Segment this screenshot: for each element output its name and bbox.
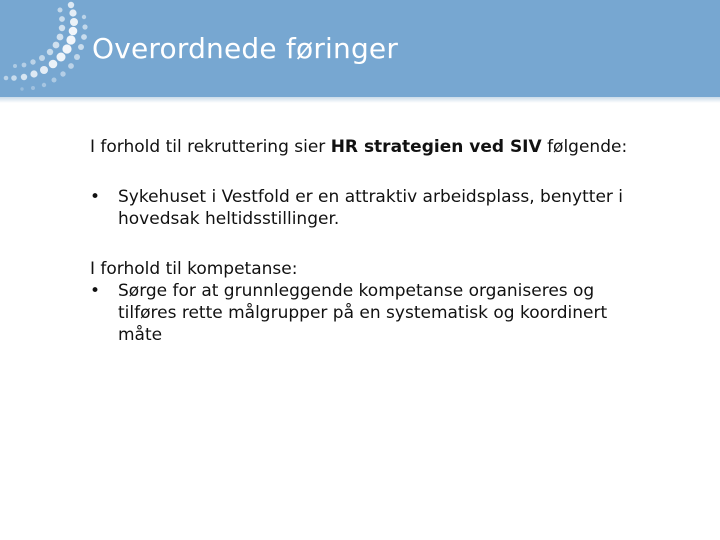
intro-text-before: I forhold til rekruttering sier (90, 137, 331, 157)
list-item-line: Sørge for at grunnleggende kompetanse organiseres og (118, 281, 595, 301)
header-shadow (0, 97, 720, 103)
list-item-line: tilføres rette målgrupper på en systematisk og koordinert (118, 303, 608, 323)
decorative-dots-icon (0, 0, 100, 97)
slide-header (0, 0, 720, 97)
competence-heading: I forhold til kompetanse: (90, 259, 298, 279)
list-item-line: Sykehuset i Vestfold er en attraktiv arbeidsplass, benytter i (118, 187, 624, 207)
slide-content (90, 136, 690, 346)
bullet-icon: • (90, 281, 101, 301)
recruitment-list (90, 186, 690, 230)
intro-paragraph (90, 136, 690, 158)
list-item (90, 186, 690, 230)
intro-text-after: følgende: (541, 137, 628, 157)
intro-bold-text: HR strategien ved SIV (330, 137, 542, 157)
competence-list (90, 280, 690, 346)
slide-title: Overordnede føringer (92, 32, 399, 65)
list-item-line: måte (118, 325, 163, 345)
list-item (90, 280, 690, 346)
list-item-line: hovedsak heltidsstillinger. (118, 209, 340, 229)
bullet-icon: • (90, 187, 101, 207)
